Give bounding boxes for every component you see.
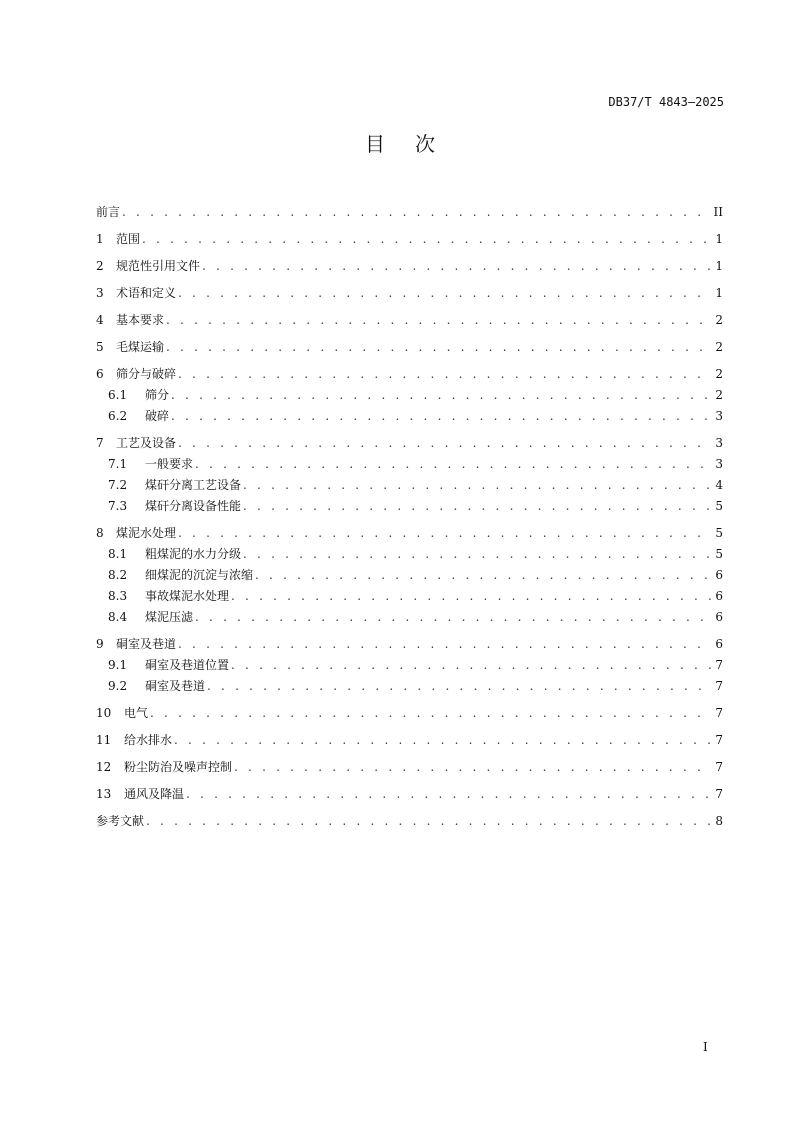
toc-entry-page: 7 [715,679,723,693]
toc-entry-title: 前言 [96,205,121,219]
toc-entry[interactable] [96,784,723,805]
dot-leader [166,337,711,358]
toc-entry-number: 6.2 [108,409,128,423]
toc-entry-page: 5 [715,526,723,540]
toc-entry-page: 2 [715,340,723,354]
dot-leader [243,544,711,565]
toc-entry-page: 1 [715,286,723,300]
toc-entry-number: 6.1 [108,388,128,402]
toc-entry-title: 规范性引用文件 [116,259,201,273]
dot-leader [195,454,711,475]
toc-entry[interactable] [96,202,723,223]
toc-entry-page: 7 [715,760,723,774]
toc-entry-page: 4 [715,478,723,492]
dot-leader [195,607,711,628]
dot-leader [122,202,710,223]
toc-entry-number: 13 [96,787,112,801]
dot-leader [178,523,711,544]
dot-leader [234,757,711,778]
toc-entry-page: 1 [715,259,723,273]
toc-entry[interactable] [96,385,723,406]
toc-entry-page: 3 [715,436,723,450]
toc-entry-page: 5 [715,499,723,513]
dot-leader [174,730,711,751]
toc-entry-title: 筛分 [145,388,170,402]
toc-entry[interactable] [96,337,723,358]
toc-entry-page: 6 [715,637,723,651]
toc-entry[interactable] [96,283,723,304]
toc-entry[interactable] [96,496,723,517]
toc-entry[interactable] [96,454,723,475]
dot-leader [150,703,711,724]
standard-number: DB37/T 4843—2025 [608,95,724,109]
toc-entry[interactable] [96,256,723,277]
toc-entry-number: 5 [96,340,104,354]
toc-entry[interactable] [96,655,723,676]
toc-entry-title: 术语和定义 [116,286,177,300]
toc-entry-page: 1 [715,232,723,246]
toc-entry[interactable] [96,565,723,586]
toc-entry-number: 6 [96,367,104,381]
toc-entry-number: 3 [96,286,104,300]
toc-entry-number: 8 [96,526,104,540]
toc-entry-title: 通风及降温 [124,787,185,801]
toc-entry[interactable] [96,406,723,427]
toc-entry-number: 2 [96,259,104,273]
toc-entry-number: 8.1 [108,547,128,561]
toc-entry-page: 2 [715,388,723,402]
toc-entry-page: 3 [715,409,723,423]
toc-entry-page: 8 [715,814,723,828]
title-char: 次 [415,132,435,156]
toc-entry-number: 9 [96,637,104,651]
dot-leader [243,496,711,517]
toc-entry-number: 7.3 [108,499,128,513]
toc-entry-title: 硐室及巷道 [116,637,177,651]
dot-leader [207,676,711,697]
dot-leader [202,256,711,277]
toc-entry-title: 基本要求 [116,313,165,327]
page-number: I [703,1040,708,1054]
toc-entry-page: 2 [715,367,723,381]
toc-entry-number: 4 [96,313,104,327]
toc-entry-title: 给水排水 [124,733,173,747]
dot-leader [178,364,711,385]
dot-leader [142,229,711,250]
toc-entry[interactable] [96,586,723,607]
dot-leader [178,433,711,454]
toc-entry-title: 煤矸分离设备性能 [145,499,242,513]
toc-entry[interactable] [96,676,723,697]
toc-entry-title: 一般要求 [145,457,194,471]
toc-entry[interactable] [96,229,723,250]
toc-entry[interactable] [96,730,723,751]
table-of-contents [96,202,723,832]
toc-entry[interactable] [96,475,723,496]
toc-entry-title: 工艺及设备 [116,436,177,450]
toc-entry-page: II [713,205,723,219]
toc-entry-title: 硐室及巷道位置 [145,658,230,672]
toc-entry-number: 9.1 [108,658,128,672]
toc-entry-number: 8.4 [108,610,128,624]
toc-entry-number: 7.2 [108,478,128,492]
toc-entry-title: 参考文献 [96,814,145,828]
toc-entry-page: 7 [715,787,723,801]
toc-entry-page: 2 [715,313,723,327]
dot-leader [171,406,711,427]
toc-entry-title: 粉尘防治及噪声控制 [124,760,233,774]
toc-entry-title: 事故煤泥水处理 [145,589,230,603]
toc-entry-page: 7 [715,733,723,747]
dot-leader [146,811,711,832]
toc-entry-title: 筛分与破碎 [116,367,177,381]
toc-entry-number: 11 [96,733,112,747]
dot-leader [186,784,711,805]
dot-leader [171,385,711,406]
dot-leader [243,475,711,496]
toc-entry-page: 6 [715,589,723,603]
toc-entry-number: 7.1 [108,457,128,471]
toc-entry[interactable] [96,364,723,385]
dot-leader [231,655,711,676]
toc-entry-title: 毛煤运输 [116,340,165,354]
toc-entry[interactable] [96,310,723,331]
toc-entry-title: 破碎 [145,409,170,423]
dot-leader [166,310,711,331]
toc-entry-page: 6 [715,610,723,624]
toc-entry-number: 9.2 [108,679,128,693]
toc-entry-title: 范围 [116,232,141,246]
toc-entry-title: 煤泥水处理 [116,526,177,540]
dot-leader [255,565,711,586]
toc-entry[interactable] [96,433,723,454]
toc-entry[interactable] [96,634,723,655]
dot-leader [178,634,711,655]
dot-leader [178,283,711,304]
toc-entry-number: 10 [96,706,112,720]
toc-entry-number: 8.3 [108,589,128,603]
toc-entry[interactable] [96,544,723,565]
toc-entry-title: 细煤泥的沉淀与浓缩 [145,568,254,582]
toc-entry[interactable] [96,523,723,544]
toc-entry-number: 12 [96,760,112,774]
toc-entry-title: 煤矸分离工艺设备 [145,478,242,492]
toc-entry[interactable] [96,757,723,778]
toc-entry-title: 电气 [124,706,149,720]
title-char: 目 [365,132,385,156]
toc-entry-number: 8.2 [108,568,128,582]
toc-entry[interactable] [96,703,723,724]
toc-entry-page: 7 [715,706,723,720]
toc-entry-page: 3 [715,457,723,471]
toc-entry-number: 7 [96,436,104,450]
toc-entry-title: 硐室及巷道 [145,679,206,693]
toc-entry-page: 6 [715,568,723,582]
toc-entry[interactable] [96,811,723,832]
dot-leader [231,586,711,607]
toc-entry-number: 1 [96,232,104,246]
toc-entry[interactable] [96,607,723,628]
toc-entry-title: 煤泥压滤 [145,610,194,624]
toc-entry-title: 粗煤泥的水力分级 [145,547,242,561]
page-title [0,128,800,157]
toc-entry-page: 7 [715,658,723,672]
toc-entry-page: 5 [715,547,723,561]
